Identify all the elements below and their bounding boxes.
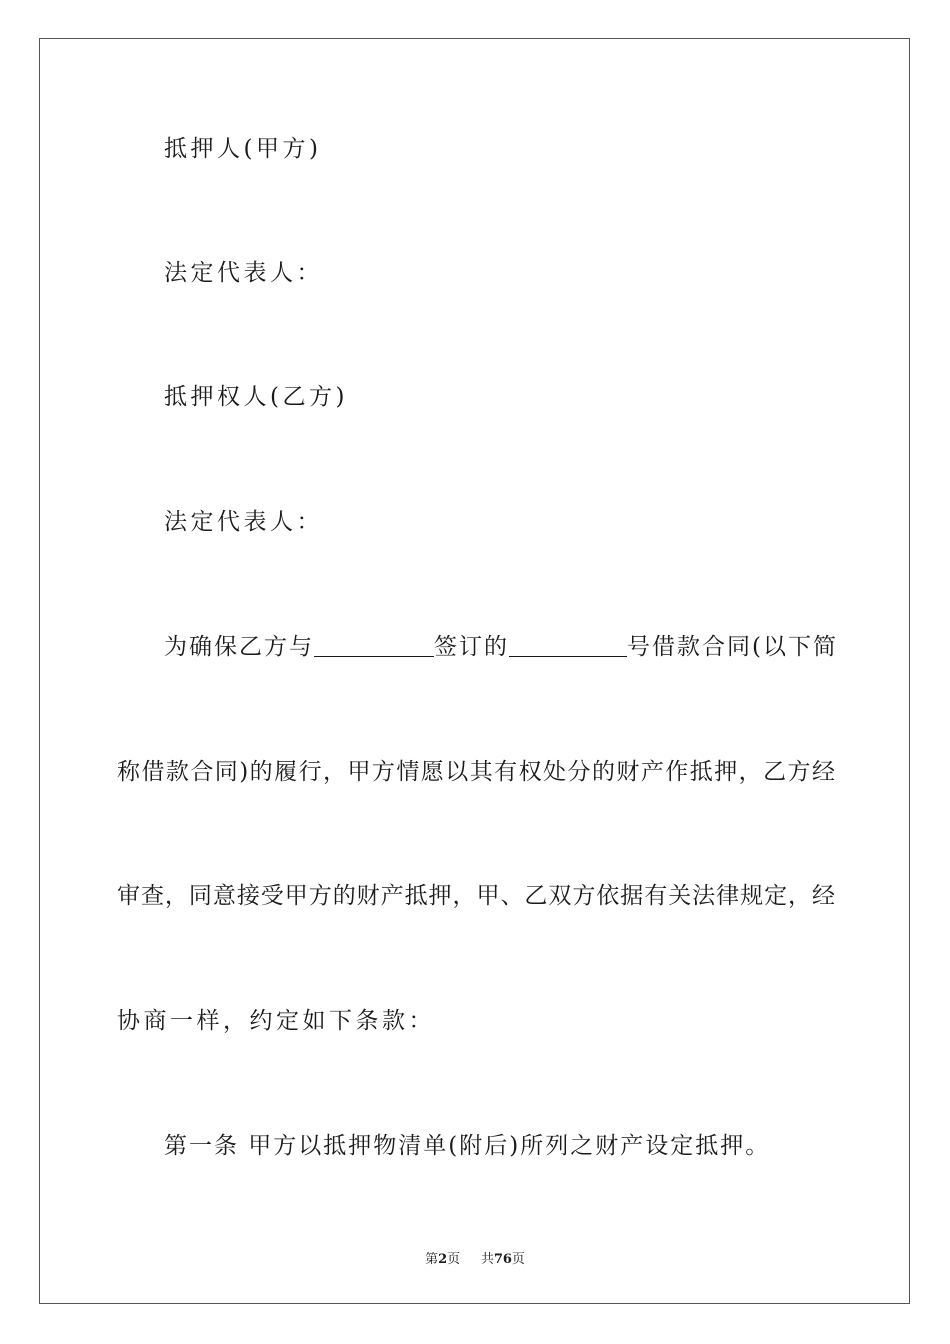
mortgagor-line: 抵押人(甲方) bbox=[164, 136, 322, 162]
footer-total-pages: 76 bbox=[493, 1252, 512, 1267]
footer-total-suffix: 页 bbox=[511, 1252, 525, 1267]
page-footer bbox=[0, 1248, 950, 1267]
para1-text-b: 签订的 bbox=[434, 634, 509, 660]
footer-page-number: 2 bbox=[438, 1252, 448, 1267]
contract-party-blank bbox=[314, 634, 434, 657]
mortgagee-line: 抵押权人(乙方) bbox=[164, 384, 348, 410]
paragraph-1-line-1 bbox=[164, 632, 838, 662]
paragraph-1-line-4: 协商一样，约定如下条款： bbox=[117, 1008, 435, 1034]
paragraph-1-line-3: 审查，同意接受甲方的财产抵押，甲、乙双方依据有关法律规定，经 bbox=[117, 883, 835, 909]
para1-text-c: 号借款合同(以下简 bbox=[627, 634, 838, 660]
para1-text-a: 为确保乙方与 bbox=[164, 634, 314, 660]
legal-rep-line-2: 法定代表人： bbox=[164, 509, 323, 535]
page-frame bbox=[39, 38, 910, 1304]
article-1-line: 第一条 甲方以抵押物清单(附后)所列之财产设定抵押。 bbox=[164, 1133, 771, 1159]
paragraph-1-line-2: 称借款合同)的履行，甲方情愿以其有权处分的财产作抵押，乙方经 bbox=[117, 759, 835, 785]
footer-total-prefix: 共 bbox=[480, 1252, 494, 1267]
legal-rep-line-1: 法定代表人： bbox=[164, 260, 323, 286]
contract-number-blank bbox=[509, 634, 627, 657]
footer-page-prefix: 第 bbox=[425, 1252, 439, 1267]
footer-page-suffix: 页 bbox=[447, 1252, 461, 1267]
